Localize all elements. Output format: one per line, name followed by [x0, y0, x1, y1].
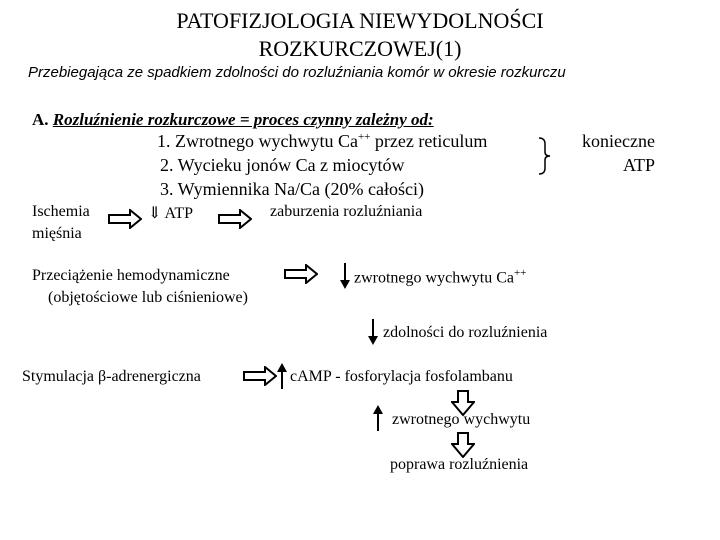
hollow-down-arrow-icon — [451, 432, 475, 458]
right-arrow-icon — [243, 366, 277, 386]
list-item: 3. Wymiennika Na/Ca (20% całości) — [160, 179, 425, 199]
bracket-note-line2: ATP — [623, 155, 656, 175]
page-title-line2: ROZKURCZOWEJ(1) — [258, 36, 462, 61]
double-down-arrow-icon: ⇓ — [148, 205, 162, 222]
beta-effect: cAMP - fosforylacja fosfolambanu — [290, 368, 513, 385]
section-a-marker: A. — [32, 110, 49, 129]
down-arrow-icon — [340, 262, 350, 290]
up-arrow-icon — [277, 362, 287, 390]
right-arrow-icon — [108, 209, 142, 229]
atp-decrease: ⇓ ATP — [148, 205, 193, 222]
up-arrow-icon — [373, 404, 383, 432]
list-item: 1. Zwrotnego wychwytu Ca++ przez reticulum — [157, 131, 488, 151]
right-arrow-icon — [218, 209, 252, 229]
list-item: 2. Wycieku jonów Ca z miocytów — [160, 155, 405, 175]
right-arrow-icon — [284, 264, 318, 284]
subtitle: Przebiegająca ze spadkiem zdolności do rozluźniania komór w okresie rozkurczu — [28, 64, 566, 81]
page-title-line1: PATOFIZJOLOGIA NIEWYDOLNOŚCI — [176, 8, 544, 33]
beta-step2: zwrotnego wychwytu — [392, 411, 531, 428]
ischemia-label-line1: Ischemia — [32, 203, 90, 220]
ischemia-label-line2: mięśnia — [32, 225, 82, 242]
overload-label-line2: (objętościowe lub ciśnieniowe) — [48, 289, 248, 306]
ischemia-result: zaburzenia rozluźniania — [270, 203, 423, 220]
overload-effect1: zwrotnego wychwytu Ca++ — [354, 267, 527, 287]
section-a-title: Rozluźnienie rozkurczowe = proces czynny zależny od: — [52, 110, 434, 129]
beta-step3: poprawa rozluźnienia — [390, 456, 529, 473]
brace-icon — [538, 136, 552, 181]
section-a-heading — [32, 110, 434, 130]
bracket-note-line1: konieczne — [582, 131, 655, 151]
overload-effect2: zdolności do rozluźnienia — [383, 324, 548, 341]
overload-label-line1: Przeciążenie hemodynamiczne — [32, 267, 230, 284]
down-arrow-icon — [368, 318, 378, 346]
beta-label: Stymulacja β-adrenergiczna — [22, 368, 201, 385]
